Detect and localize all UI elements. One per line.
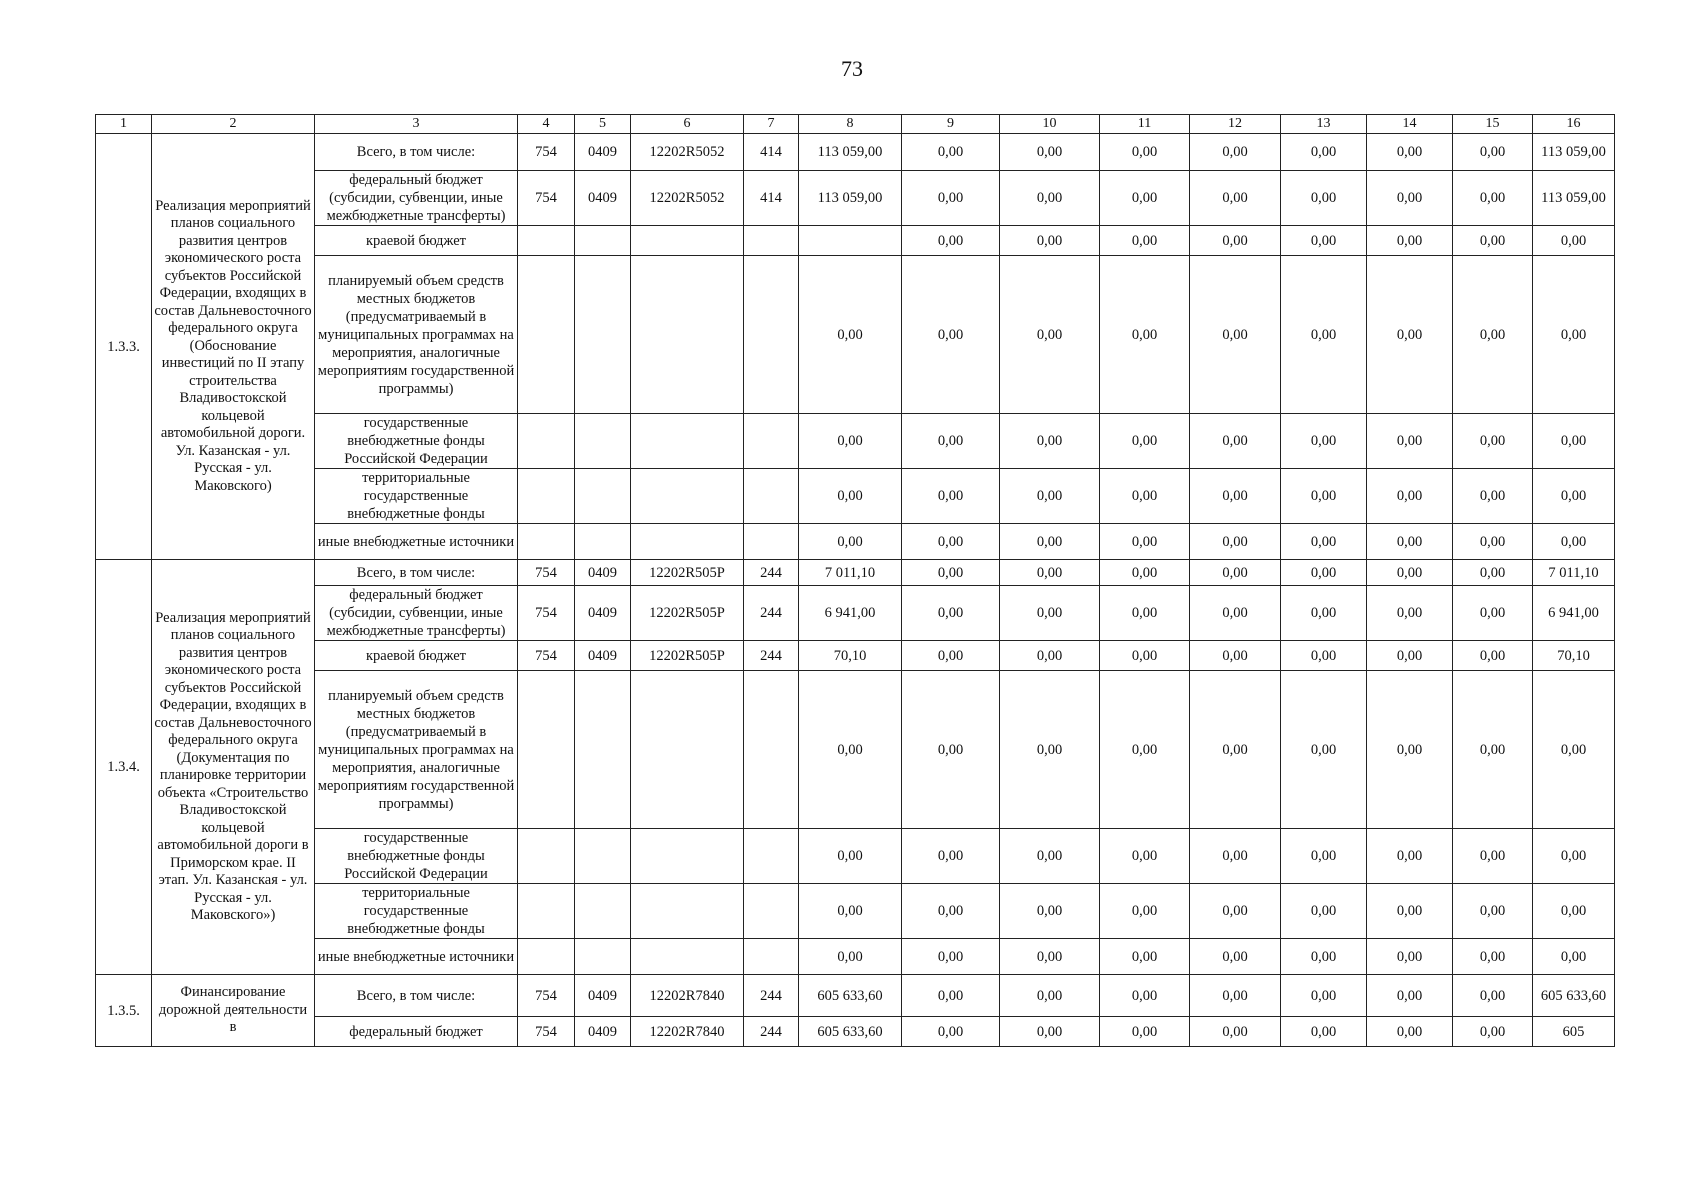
amount-c13: 0,00 xyxy=(1281,829,1367,884)
amount-c12: 0,00 xyxy=(1190,975,1281,1017)
amount-c15: 0,00 xyxy=(1453,414,1533,469)
funding-source: территориальные государственные внебюджетные фонды xyxy=(315,884,518,939)
amount-c16: 0,00 xyxy=(1533,226,1615,256)
column-number: 6 xyxy=(631,115,744,134)
amount-c10: 0,00 xyxy=(1000,829,1100,884)
budget-code-c5 xyxy=(575,256,631,414)
budget-code-c7: 244 xyxy=(744,1017,799,1047)
column-number: 13 xyxy=(1281,115,1367,134)
amount-c12: 0,00 xyxy=(1190,829,1281,884)
budget-code-c4 xyxy=(518,671,575,829)
budget-code-c7 xyxy=(744,524,799,560)
item-name: Реализация мероприятий планов социального развития центров экономического роста субъектов Российской Федерации, входящих в состав Дальневосточного федерального округа (Документация по планировке территории объекта «Строительство Владивостокской кольцевой автомобильной дороги в Приморском крае. II этап. Ул. Казанская - ул. Русская - ул. Маковского») xyxy=(152,560,315,975)
amount-c10: 0,00 xyxy=(1000,586,1100,641)
amount-c10: 0,00 xyxy=(1000,524,1100,560)
amount-c11: 0,00 xyxy=(1100,975,1190,1017)
amount-c14: 0,00 xyxy=(1367,171,1453,226)
budget-code-c6 xyxy=(631,939,744,975)
amount-c14: 0,00 xyxy=(1367,939,1453,975)
amount-c8: 70,10 xyxy=(799,641,902,671)
amount-c12: 0,00 xyxy=(1190,1017,1281,1047)
amount-c10: 0,00 xyxy=(1000,469,1100,524)
amount-c8: 0,00 xyxy=(799,671,902,829)
amount-c15: 0,00 xyxy=(1453,939,1533,975)
budget-code-c7 xyxy=(744,414,799,469)
table-row xyxy=(96,134,1615,171)
budget-code-c5 xyxy=(575,939,631,975)
column-number: 15 xyxy=(1453,115,1533,134)
budget-table xyxy=(95,114,1615,1047)
budget-code-c6: 12202R5052 xyxy=(631,171,744,226)
amount-c10: 0,00 xyxy=(1000,641,1100,671)
funding-source: федеральный бюджет xyxy=(315,1017,518,1047)
table-row xyxy=(96,226,1615,256)
amount-c13: 0,00 xyxy=(1281,171,1367,226)
amount-c9: 0,00 xyxy=(902,469,1000,524)
budget-code-c5 xyxy=(575,884,631,939)
amount-c14: 0,00 xyxy=(1367,226,1453,256)
amount-c16: 0,00 xyxy=(1533,524,1615,560)
amount-c11: 0,00 xyxy=(1100,829,1190,884)
amount-c9: 0,00 xyxy=(902,586,1000,641)
budget-code-c4 xyxy=(518,256,575,414)
amount-c14: 0,00 xyxy=(1367,560,1453,586)
column-number: 1 xyxy=(96,115,152,134)
amount-c11: 0,00 xyxy=(1100,560,1190,586)
budget-code-c5: 0409 xyxy=(575,560,631,586)
table-row xyxy=(96,1017,1615,1047)
amount-c12: 0,00 xyxy=(1190,641,1281,671)
funding-source: территориальные государственные внебюджетные фонды xyxy=(315,469,518,524)
budget-code-c7 xyxy=(744,671,799,829)
amount-c11: 0,00 xyxy=(1100,884,1190,939)
budget-code-c6: 12202R5052 xyxy=(631,134,744,171)
budget-code-c7: 244 xyxy=(744,586,799,641)
budget-code-c5: 0409 xyxy=(575,641,631,671)
budget-code-c4: 754 xyxy=(518,134,575,171)
budget-code-c5 xyxy=(575,469,631,524)
budget-code-c7 xyxy=(744,469,799,524)
amount-c9: 0,00 xyxy=(902,939,1000,975)
budget-code-c7: 414 xyxy=(744,171,799,226)
item-code: 1.3.3. xyxy=(96,134,152,560)
column-number: 14 xyxy=(1367,115,1453,134)
budget-code-c7 xyxy=(744,939,799,975)
amount-c13: 0,00 xyxy=(1281,586,1367,641)
amount-c16: 0,00 xyxy=(1533,256,1615,414)
budget-code-c4 xyxy=(518,884,575,939)
amount-c13: 0,00 xyxy=(1281,641,1367,671)
amount-c14: 0,00 xyxy=(1367,414,1453,469)
column-number: 16 xyxy=(1533,115,1615,134)
budget-code-c6 xyxy=(631,256,744,414)
budget-code-c5 xyxy=(575,671,631,829)
amount-c16: 0,00 xyxy=(1533,939,1615,975)
amount-c11: 0,00 xyxy=(1100,671,1190,829)
amount-c12: 0,00 xyxy=(1190,586,1281,641)
amount-c16: 0,00 xyxy=(1533,884,1615,939)
amount-c15: 0,00 xyxy=(1453,226,1533,256)
amount-c8 xyxy=(799,226,902,256)
column-number: 3 xyxy=(315,115,518,134)
amount-c16: 113 059,00 xyxy=(1533,134,1615,171)
amount-c16: 605 633,60 xyxy=(1533,975,1615,1017)
amount-c10: 0,00 xyxy=(1000,134,1100,171)
amount-c15: 0,00 xyxy=(1453,641,1533,671)
amount-c16: 70,10 xyxy=(1533,641,1615,671)
budget-code-c4: 754 xyxy=(518,560,575,586)
table-row xyxy=(96,671,1615,829)
budget-code-c6 xyxy=(631,671,744,829)
column-number: 4 xyxy=(518,115,575,134)
amount-c8: 605 633,60 xyxy=(799,1017,902,1047)
budget-code-c5 xyxy=(575,524,631,560)
amount-c15: 0,00 xyxy=(1453,829,1533,884)
amount-c14: 0,00 xyxy=(1367,884,1453,939)
amount-c9: 0,00 xyxy=(902,671,1000,829)
table-row xyxy=(96,829,1615,884)
funding-source: Всего, в том числе: xyxy=(315,975,518,1017)
amount-c16: 605 xyxy=(1533,1017,1615,1047)
column-number: 8 xyxy=(799,115,902,134)
budget-code-c6 xyxy=(631,469,744,524)
budget-code-c4 xyxy=(518,469,575,524)
amount-c13: 0,00 xyxy=(1281,1017,1367,1047)
budget-code-c4: 754 xyxy=(518,641,575,671)
budget-code-c5 xyxy=(575,226,631,256)
amount-c11: 0,00 xyxy=(1100,641,1190,671)
amount-c13: 0,00 xyxy=(1281,524,1367,560)
amount-c12: 0,00 xyxy=(1190,884,1281,939)
budget-code-c4 xyxy=(518,829,575,884)
budget-code-c5: 0409 xyxy=(575,171,631,226)
amount-c12: 0,00 xyxy=(1190,226,1281,256)
amount-c11: 0,00 xyxy=(1100,586,1190,641)
amount-c15: 0,00 xyxy=(1453,975,1533,1017)
amount-c12: 0,00 xyxy=(1190,414,1281,469)
amount-c13: 0,00 xyxy=(1281,975,1367,1017)
amount-c15: 0,00 xyxy=(1453,671,1533,829)
table-row xyxy=(96,171,1615,226)
item-code: 1.3.4. xyxy=(96,560,152,975)
amount-c13: 0,00 xyxy=(1281,884,1367,939)
budget-code-c6: 12202R7840 xyxy=(631,1017,744,1047)
amount-c13: 0,00 xyxy=(1281,469,1367,524)
amount-c9: 0,00 xyxy=(902,975,1000,1017)
amount-c10: 0,00 xyxy=(1000,671,1100,829)
amount-c11: 0,00 xyxy=(1100,524,1190,560)
budget-code-c7 xyxy=(744,256,799,414)
amount-c11: 0,00 xyxy=(1100,134,1190,171)
funding-source: иные внебюджетные источники xyxy=(315,524,518,560)
budget-code-c6: 12202R505P xyxy=(631,641,744,671)
column-number: 9 xyxy=(902,115,1000,134)
amount-c15: 0,00 xyxy=(1453,1017,1533,1047)
amount-c15: 0,00 xyxy=(1453,586,1533,641)
amount-c10: 0,00 xyxy=(1000,939,1100,975)
amount-c14: 0,00 xyxy=(1367,829,1453,884)
amount-c13: 0,00 xyxy=(1281,226,1367,256)
amount-c10: 0,00 xyxy=(1000,975,1100,1017)
table-row xyxy=(96,414,1615,469)
amount-c12: 0,00 xyxy=(1190,524,1281,560)
budget-code-c7: 244 xyxy=(744,975,799,1017)
budget-code-c6: 12202R7840 xyxy=(631,975,744,1017)
amount-c8: 0,00 xyxy=(799,829,902,884)
amount-c11: 0,00 xyxy=(1100,226,1190,256)
amount-c15: 0,00 xyxy=(1453,524,1533,560)
budget-code-c4: 754 xyxy=(518,975,575,1017)
amount-c8: 0,00 xyxy=(799,256,902,414)
funding-source: иные внебюджетные источники xyxy=(315,939,518,975)
amount-c16: 6 941,00 xyxy=(1533,586,1615,641)
amount-c8: 7 011,10 xyxy=(799,560,902,586)
budget-code-c5: 0409 xyxy=(575,586,631,641)
amount-c10: 0,00 xyxy=(1000,1017,1100,1047)
amount-c13: 0,00 xyxy=(1281,671,1367,829)
funding-source: федеральный бюджет (субсидии, субвенции, иные межбюджетные трансферты) xyxy=(315,171,518,226)
amount-c11: 0,00 xyxy=(1100,1017,1190,1047)
amount-c10: 0,00 xyxy=(1000,256,1100,414)
column-number-row xyxy=(96,115,1615,134)
amount-c16: 7 011,10 xyxy=(1533,560,1615,586)
amount-c9: 0,00 xyxy=(902,641,1000,671)
amount-c12: 0,00 xyxy=(1190,560,1281,586)
amount-c9: 0,00 xyxy=(902,171,1000,226)
budget-code-c7 xyxy=(744,226,799,256)
amount-c8: 6 941,00 xyxy=(799,586,902,641)
amount-c10: 0,00 xyxy=(1000,884,1100,939)
amount-c11: 0,00 xyxy=(1100,939,1190,975)
budget-code-c5: 0409 xyxy=(575,134,631,171)
amount-c11: 0,00 xyxy=(1100,256,1190,414)
amount-c14: 0,00 xyxy=(1367,586,1453,641)
amount-c14: 0,00 xyxy=(1367,524,1453,560)
budget-code-c6 xyxy=(631,226,744,256)
budget-code-c6 xyxy=(631,884,744,939)
amount-c9: 0,00 xyxy=(902,134,1000,171)
amount-c13: 0,00 xyxy=(1281,560,1367,586)
funding-source: краевой бюджет xyxy=(315,641,518,671)
amount-c14: 0,00 xyxy=(1367,975,1453,1017)
table-row xyxy=(96,884,1615,939)
amount-c8: 113 059,00 xyxy=(799,134,902,171)
table-row xyxy=(96,939,1615,975)
amount-c9: 0,00 xyxy=(902,226,1000,256)
amount-c8: 0,00 xyxy=(799,414,902,469)
item-name: Реализация мероприятий планов социального развития центров экономического роста субъектов Российской Федерации, входящих в состав Дальневосточного федерального округа (Обоснование инвестиций по II этапу строительства Владивостокской кольцевой автомобильной дороги. Ул. Казанская - ул. Русская - ул. Маковского) xyxy=(152,134,315,560)
budget-code-c4 xyxy=(518,226,575,256)
table-row xyxy=(96,469,1615,524)
amount-c12: 0,00 xyxy=(1190,134,1281,171)
column-number: 12 xyxy=(1190,115,1281,134)
amount-c9: 0,00 xyxy=(902,560,1000,586)
amount-c13: 0,00 xyxy=(1281,939,1367,975)
amount-c10: 0,00 xyxy=(1000,414,1100,469)
funding-source: краевой бюджет xyxy=(315,226,518,256)
budget-code-c6 xyxy=(631,524,744,560)
amount-c9: 0,00 xyxy=(902,524,1000,560)
amount-c9: 0,00 xyxy=(902,1017,1000,1047)
budget-code-c7: 244 xyxy=(744,641,799,671)
amount-c12: 0,00 xyxy=(1190,939,1281,975)
budget-code-c7: 414 xyxy=(744,134,799,171)
amount-c14: 0,00 xyxy=(1367,134,1453,171)
page-number: 73 xyxy=(841,56,863,81)
budget-code-c5 xyxy=(575,414,631,469)
amount-c13: 0,00 xyxy=(1281,134,1367,171)
item-code: 1.3.5. xyxy=(96,975,152,1047)
amount-c10: 0,00 xyxy=(1000,560,1100,586)
column-number: 5 xyxy=(575,115,631,134)
amount-c8: 0,00 xyxy=(799,884,902,939)
amount-c15: 0,00 xyxy=(1453,134,1533,171)
amount-c11: 0,00 xyxy=(1100,469,1190,524)
budget-code-c6: 12202R505P xyxy=(631,560,744,586)
budget-code-c4: 754 xyxy=(518,171,575,226)
table-row xyxy=(96,586,1615,641)
amount-c12: 0,00 xyxy=(1190,469,1281,524)
funding-source: государственные внебюджетные фонды Российской Федерации xyxy=(315,829,518,884)
amount-c14: 0,00 xyxy=(1367,671,1453,829)
budget-code-c6 xyxy=(631,829,744,884)
amount-c14: 0,00 xyxy=(1367,1017,1453,1047)
amount-c9: 0,00 xyxy=(902,829,1000,884)
amount-c15: 0,00 xyxy=(1453,469,1533,524)
amount-c16: 113 059,00 xyxy=(1533,171,1615,226)
amount-c10: 0,00 xyxy=(1000,171,1100,226)
budget-code-c4 xyxy=(518,414,575,469)
budget-code-c6: 12202R505P xyxy=(631,586,744,641)
table-row xyxy=(96,641,1615,671)
amount-c11: 0,00 xyxy=(1100,414,1190,469)
budget-code-c4: 754 xyxy=(518,1017,575,1047)
amount-c15: 0,00 xyxy=(1453,884,1533,939)
amount-c14: 0,00 xyxy=(1367,469,1453,524)
funding-source: планируемый объем средств местных бюджетов (предусматриваемый в муниципальных программах на мероприятия, аналогичные мероприятиям государственной программы) xyxy=(315,256,518,414)
budget-code-c7 xyxy=(744,884,799,939)
amount-c13: 0,00 xyxy=(1281,256,1367,414)
funding-source: Всего, в том числе: xyxy=(315,134,518,171)
amount-c16: 0,00 xyxy=(1533,414,1615,469)
table-row xyxy=(96,256,1615,414)
amount-c9: 0,00 xyxy=(902,414,1000,469)
table-row xyxy=(96,975,1615,1017)
column-number: 7 xyxy=(744,115,799,134)
funding-source: Всего, в том числе: xyxy=(315,560,518,586)
column-number: 2 xyxy=(152,115,315,134)
amount-c8: 605 633,60 xyxy=(799,975,902,1017)
budget-code-c5: 0409 xyxy=(575,975,631,1017)
amount-c14: 0,00 xyxy=(1367,256,1453,414)
amount-c12: 0,00 xyxy=(1190,171,1281,226)
funding-source: государственные внебюджетные фонды Российской Федерации xyxy=(315,414,518,469)
funding-source: федеральный бюджет (субсидии, субвенции, иные межбюджетные трансферты) xyxy=(315,586,518,641)
amount-c11: 0,00 xyxy=(1100,171,1190,226)
amount-c8: 0,00 xyxy=(799,469,902,524)
amount-c14: 0,00 xyxy=(1367,641,1453,671)
budget-code-c5: 0409 xyxy=(575,1017,631,1047)
amount-c12: 0,00 xyxy=(1190,671,1281,829)
column-number: 11 xyxy=(1100,115,1190,134)
budget-code-c7: 244 xyxy=(744,560,799,586)
funding-source: планируемый объем средств местных бюджетов (предусматриваемый в муниципальных программах на мероприятия, аналогичные мероприятиям государственной программы) xyxy=(315,671,518,829)
column-number: 10 xyxy=(1000,115,1100,134)
budget-code-c4: 754 xyxy=(518,586,575,641)
budget-code-c4 xyxy=(518,939,575,975)
budget-code-c4 xyxy=(518,524,575,560)
item-name: Финансирование дорожной деятельности в xyxy=(152,975,315,1047)
amount-c9: 0,00 xyxy=(902,256,1000,414)
amount-c16: 0,00 xyxy=(1533,671,1615,829)
amount-c16: 0,00 xyxy=(1533,829,1615,884)
amount-c8: 0,00 xyxy=(799,524,902,560)
amount-c8: 113 059,00 xyxy=(799,171,902,226)
budget-code-c5 xyxy=(575,829,631,884)
amount-c16: 0,00 xyxy=(1533,469,1615,524)
budget-code-c6 xyxy=(631,414,744,469)
amount-c9: 0,00 xyxy=(902,884,1000,939)
amount-c10: 0,00 xyxy=(1000,226,1100,256)
table-row xyxy=(96,524,1615,560)
budget-code-c7 xyxy=(744,829,799,884)
amount-c8: 0,00 xyxy=(799,939,902,975)
amount-c15: 0,00 xyxy=(1453,171,1533,226)
amount-c15: 0,00 xyxy=(1453,560,1533,586)
amount-c13: 0,00 xyxy=(1281,414,1367,469)
amount-c12: 0,00 xyxy=(1190,256,1281,414)
table-row xyxy=(96,560,1615,586)
amount-c15: 0,00 xyxy=(1453,256,1533,414)
